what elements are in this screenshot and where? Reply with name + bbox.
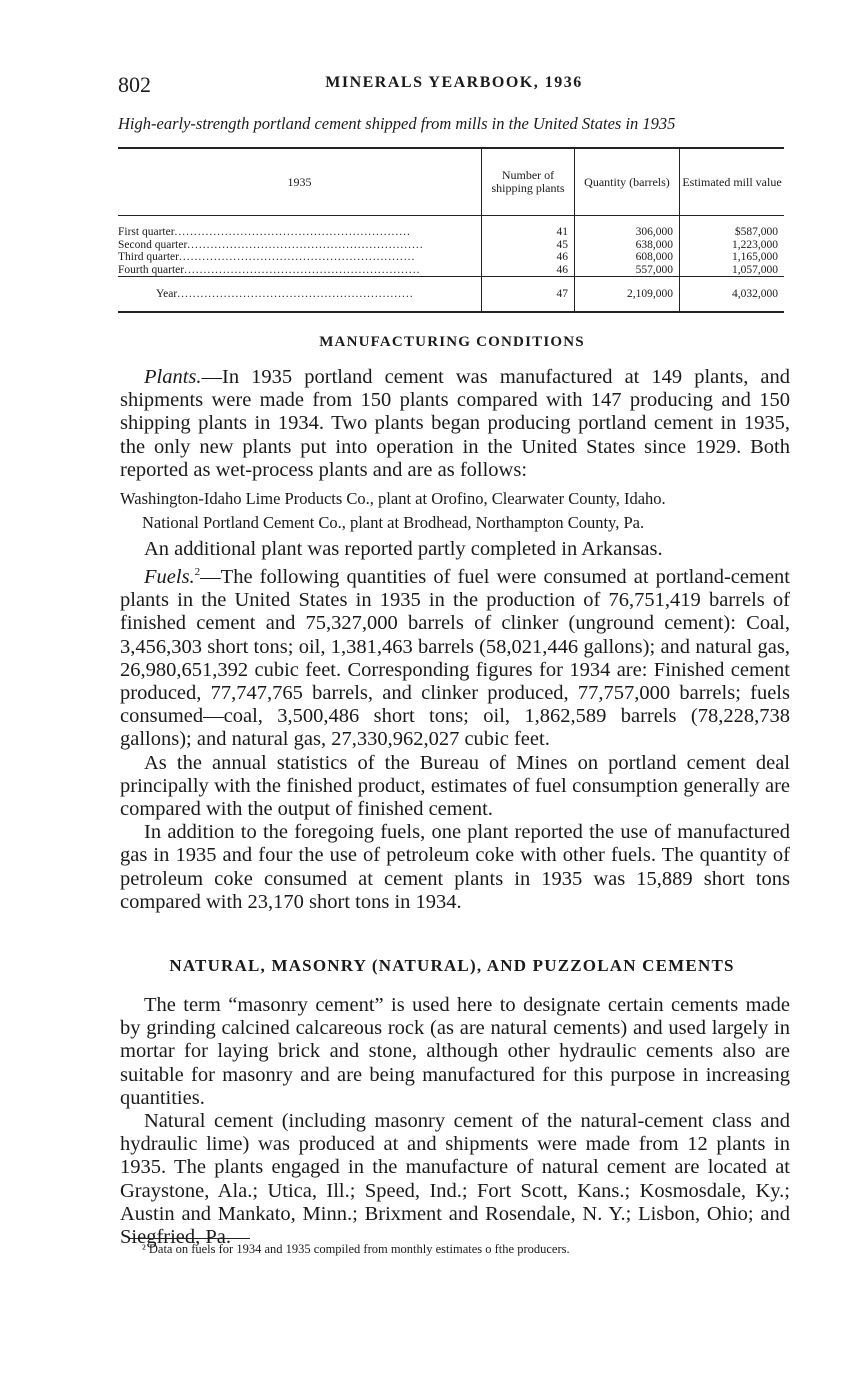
total-value: 4,032,000 xyxy=(680,277,785,313)
paragraph-plants xyxy=(120,366,790,482)
paragraph-arkansas: An additional plant was reported partly completed in Arkansas. xyxy=(144,538,663,561)
row-plants: 46 xyxy=(482,264,575,277)
paragraph-addition: In addition to the foregoing fuels, one plant reported the use of manufactured gas in 1935 and four the use of petroleum coke with other fuels. The quantity of petroleum coke consumed at cement plants in 1935 was 15,889 short tons compared with 23,170 short tons in 1934. xyxy=(120,821,790,913)
total-label: Year xyxy=(156,287,178,300)
row-value: 1,223,000 xyxy=(680,239,785,252)
paragraph-masonry: The term “masonry cement” is used here to designate certain cements made by grinding calcined calcareous rock (as are natural cements) and used largely in mortar for laying brick and stone, although other hydraulic cements also are suitable for masonry and are being manufactured for this purpose in increasing quantities. xyxy=(120,994,790,1109)
row-quantity: 557,000 xyxy=(575,264,680,277)
table-row: Second quarter............................................................. 45 638,000 1,223,000 xyxy=(118,239,784,252)
footnote-rule xyxy=(130,1238,250,1239)
row-plants: 41 xyxy=(482,226,575,239)
table-row: Fourth quarter............................................................. 46 557,000 1,057,000 xyxy=(118,264,784,277)
manufacturing-text xyxy=(120,366,790,914)
col-header-plants: Number of shipping plants xyxy=(482,148,575,216)
section-heading-natural: NATURAL, MASONRY (NATURAL), AND PUZZOLAN CEMENTS xyxy=(169,956,735,975)
page-header xyxy=(118,72,790,102)
row-label: Third quarter xyxy=(118,251,179,263)
plant-entry-1: Washington-Idaho Lime Products Co., plant at Orofino, Clearwater County, Idaho. xyxy=(120,489,666,509)
row-value: $587,000 xyxy=(680,226,785,239)
paragraph-natural: Natural cement (including masonry cement of the natural-cement class and hydraulic lime) was produced at and shipments were made from 12 plants in 1935. The plants engaged in the manufacture of natural cement are located at Graystone, Ala.; Utica, Ill.; Speed, Ind.; Fort Scott, Kans.; Kosmosdale, Ky.; Austin and Mankato, Minn.; Brixment and Rosendale, N. Y.; Lisbon, Ohio; and Siegfried, Pa. xyxy=(120,1110,790,1249)
col-header-value: Estimated mill value xyxy=(680,148,785,216)
table-header-row xyxy=(118,148,784,216)
row-label: Fourth quarter xyxy=(118,263,185,276)
row-value: 1,057,000 xyxy=(680,264,785,277)
running-head: MINERALS YEARBOOK, 1936 xyxy=(325,74,583,91)
plants-lead: Plants. xyxy=(144,366,202,388)
plant-entry-2: National Portland Cement Co., plant at Brodhead, Northampton County, Pa. xyxy=(142,513,645,533)
row-value: 1,165,000 xyxy=(680,251,785,264)
row-plants: 45 xyxy=(482,239,575,252)
row-quantity: 608,000 xyxy=(575,251,680,264)
row-label: First quarter xyxy=(118,226,175,238)
footnote: ² Data on fuels for 1934 and 1935 compiled from monthly estimates o fthe producers. xyxy=(142,1242,570,1256)
plants-body: —In 1935 portland cement was manufactured at 149 plants, and shipments were made from 150 plants compared with 147 producing and 150 shipping plants in 1934. Two plants began producing portland cement in 1935, the only new plants put into operation in the United States since 1929. Both reported as wet-process plants and are as follows: xyxy=(120,366,790,481)
section-heading-manufacturing: MANUFACTURING CONDITIONS xyxy=(319,334,585,350)
row-plants: 46 xyxy=(482,251,575,264)
table-total-row: Year............................................................. 47 2,109,000 4,032,000 xyxy=(118,277,784,313)
shipments-table xyxy=(118,147,784,313)
paragraph-fuels xyxy=(120,561,790,751)
table-title: High-early-strength portland cement shipped from mills in the United States in 1935 xyxy=(118,114,676,133)
table-row: Third quarter............................................................. 46 608,000 1,165,000 xyxy=(118,251,784,264)
paragraph-bureau: As the annual statistics of the Bureau of Mines on portland cement deal principally with the finished product, estimates of fuel consumption generally are compared with the output of finished cement. xyxy=(120,751,790,821)
row-label: Second quarter xyxy=(118,238,188,251)
total-plants: 47 xyxy=(482,277,575,313)
row-quantity: 638,000 xyxy=(575,239,680,252)
page-number: 802 xyxy=(118,72,151,97)
col-header-quantity: Quantity (barrels) xyxy=(575,148,680,216)
fuels-body: —The following quantities of fuel were consumed at portland-cement plants in the United States in 1935 in the production of 76,751,419 barrels of finished cement and 75,327,000 barrels of clinker (unground cement): Coal, 3,456,303 short tons; oil, 1,381,463 barrels (58,021,446 gallons); and natural gas, 26,980,651,392 cubic feet. Corresponding figures for 1934 are: Finished cement produced, 77,747,765 barrels, and clinker produced, 77,757,000 barrels; fuels consumed—coal, 3,500,486 short tons; oil, 1,862,589 barrels (78,228,738 gallons); and natural gas, 27,330,962,027 cubic feet. xyxy=(120,566,790,751)
col-header-year: 1935 xyxy=(118,148,482,216)
row-quantity: 306,000 xyxy=(575,226,680,239)
footnote-ref: 2 xyxy=(194,566,201,579)
natural-text xyxy=(120,994,790,1249)
total-quantity: 2,109,000 xyxy=(575,277,680,313)
fuels-lead: Fuels. xyxy=(144,566,195,589)
table-row: First quarter............................................................. 41 306,000 $587,000 xyxy=(118,226,784,239)
